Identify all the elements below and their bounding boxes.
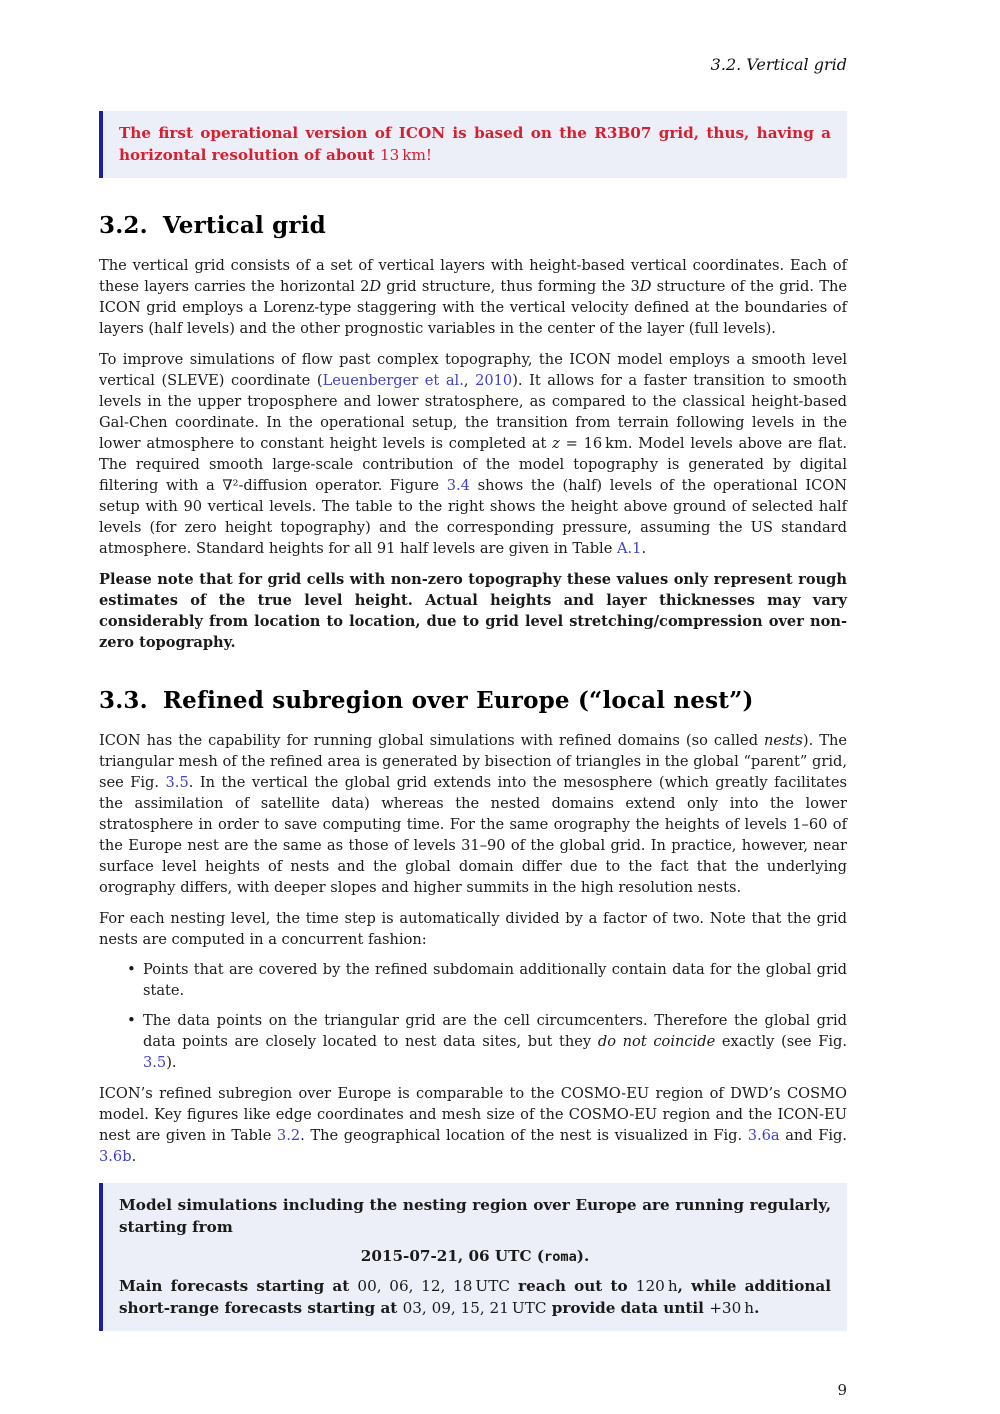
bullet-list	[99, 959, 847, 1073]
paragraph-nesting-timestep: For each nesting level, the time step is automatically divided by a factor of two. Note that the grid nests are computed in a concurrent fashion:	[99, 910, 847, 948]
section-title: Vertical grid	[162, 212, 326, 239]
cross-reference-link[interactable]: 3.6a	[747, 1127, 780, 1144]
highlight-box-bottom	[99, 1183, 847, 1331]
section-heading-3-3	[99, 687, 847, 714]
page-content	[99, 0, 847, 1399]
cross-reference-link[interactable]: 3.5	[165, 774, 189, 791]
cross-reference-link[interactable]: 3.5	[143, 1054, 167, 1071]
cross-reference-link[interactable]: A.1	[617, 540, 642, 557]
section-title: Refined subregion over Europe (“local nest”)	[162, 687, 754, 714]
paragraph-cosmo-eu-comparison: ICON’s refined subregion over Europe is comparable to the COSMO-EU region of DWD’s COSMO model. Key figures like edge coordinates and mesh size of the COSMO-EU region and the ICON-EU nest are given in Table 3.2. The geographical location of the nest is visualized in Fig. 3.6a and Fig. 3.6b.	[99, 1085, 848, 1165]
page-number: 9	[837, 1381, 847, 1399]
highlight-box-bottom-line1: Model simulations including the nesting region over Europe are running regularly, starting from	[119, 1196, 831, 1236]
list-item: • Points that are covered by the refined subdomain additionally contain data for the global grid state.	[127, 959, 847, 1001]
cross-reference-link[interactable]: Leuenberger et al.	[322, 372, 464, 389]
cross-reference-link[interactable]: 3.4	[446, 477, 470, 494]
highlight-box-bottom-line3: Main forecasts starting at 00, 06, 12, 18 UTC reach out to 120 h, while additional short-range forecasts starting at 03, 09, 15, 21 UTC provide data until +30 h.	[119, 1277, 831, 1317]
section-heading-3-2	[99, 212, 847, 239]
paragraph-sleve-coordinate: To improve simulations of flow past complex topography, the ICON model employs a smooth level vertical (SLEVE) coordinate (Leuenberger et al., 2010). It allows for a faster transition to smooth levels in the upper troposphere and lower stratosphere, as compared to the classical height-based Gal-Chen coordinate. In the operational setup, the transition from terrain following levels in the lower atmosphere to constant height levels is completed at z = 16 km. Model levels above are flat. The required smooth large-scale contribution of the model topography is generated by digital filtering with a ∇²-diffusion operator. Figure 3.4 shows the (half) levels of the operational ICON setup with 90 vertical levels. The table to the right shows the height above ground of selected half levels (for zero height topography) and the corresponding pressure, assuming the US standard atmosphere. Standard heights for all 91 half levels are given in Table A.1.	[99, 351, 847, 557]
forecast-start-date: 2015-07-21, 06 UTC (roma).	[360, 1247, 590, 1265]
cross-reference-link[interactable]: 3.2	[276, 1127, 301, 1144]
section-number: 3.2.	[99, 212, 148, 239]
paragraph-vertical-grid-intro: The vertical grid consists of a set of vertical layers with height-based vertical coordinates. Each of these layers carries the horizontal 2D grid structure, thus forming the 3D structure of the grid. The ICON grid employs a Lorenz-type staggering with the vertical velocity defined at the boundaries of layers (half levels) and the other prognostic variables in the center of the layer (full levels).	[99, 257, 847, 337]
section-number: 3.3.	[99, 687, 148, 714]
running-header: 3.2. Vertical grid	[710, 55, 847, 74]
highlight-box-top-text: The first operational version of ICON is based on the R3B07 grid, thus, having a horizontal resolution of about 13 km!	[119, 124, 831, 164]
list-item: • The data points on the triangular grid are the cell circumcenters. Therefore the global grid data points are closely located to nest data sites, but they do not coincide exactly (see Fig. 3.5).	[127, 1010, 847, 1073]
cross-reference-link[interactable]: 3.6b	[99, 1148, 132, 1165]
highlight-box-top	[99, 111, 847, 178]
paragraph-nests-intro: ICON has the capability for running global simulations with refined domains (so called nests). The triangular mesh of the refined area is generated by bisection of triangles in the global “parent” grid, see Fig. 3.5. In the vertical the global grid extends into the mesosphere (which greatly facilitates the assimilation of satellite data) whereas the nested domains extend only into the lower stratosphere in order to save computing time. For the same orography the heights of levels 1–60 of the Europe nest are the same as those of levels 31–90 of the global grid. In practice, however, near surface level heights of nests and the global domain differ due to the fact that the underlying orography differs, with deeper slopes and higher summits in the high resolution nests.	[99, 732, 848, 896]
cross-reference-link[interactable]: 2010	[475, 372, 513, 389]
paragraph-topography-note: Please note that for grid cells with non-zero topography these values only represent rough estimates of the true level height. Actual heights and layer thicknesses may vary considerably from location to location, due to grid level stretching/compression over non-zero topography.	[99, 571, 847, 651]
